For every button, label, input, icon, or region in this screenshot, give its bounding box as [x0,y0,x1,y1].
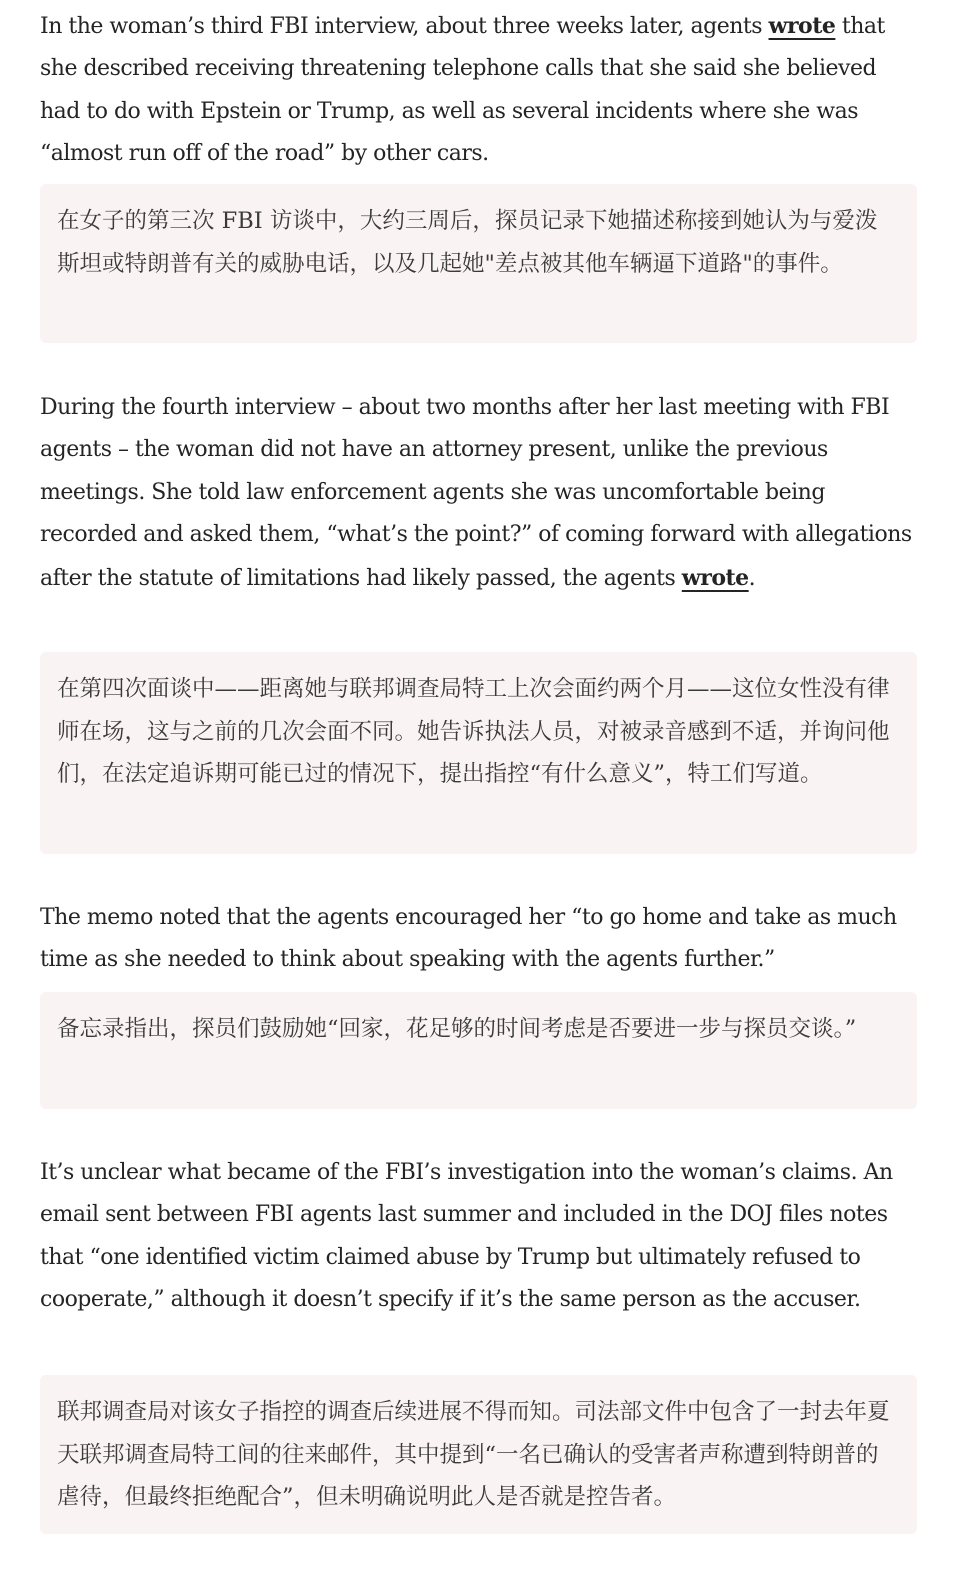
translation-text: 在女子的第三次 FBI 访谈中，大约三周后，探员记录下她描述称接到她认为与爱泼斯坦或特朗普有关的威胁电话，以及几起她"差点被其他车辆逼下道路"的事件。 [57,208,878,277]
translation-text: 备忘录指出，探员们鼓励她“回家，花足够的时间考虑是否要进一步与探员交谈。” [57,1016,857,1042]
translation-block [40,184,917,343]
english-paragraph [40,387,917,600]
english-paragraph: It’s unclear what became of the FBI’s investigation into the woman’s claims. An email sent between FBI agents last summer and included in the DOJ files notes that “one identified victim claimed abuse by Trump but ultimately refused to cooperate,” although it doesn’t specify if it’s the same person as the accuser. [40,1160,893,1313]
english-paragraph: The memo noted that the agents encouraged her “to go home and take as much time as she needed to think about speaking with the agents further.” [40,905,897,973]
translation-block [40,992,917,1109]
paragraph-text: that she described receiving threatening telephone calls that she said she believed had to do with Epstein or Trump, as well as several incidents where she was “almost run off of the road” by other cars. [40,14,885,167]
paragraph-text: . [748,565,756,591]
translation-text: 在第四次面谈中——距离她与联邦调查局特工上次会面约两个月——这位女性没有律师在场，这与之前的几次会面不同。她告诉执法人员，对被录音感到不适，并询问他们，在法定追诉期可能已过的情况下，提出指控“有什么意义”，特工们写道。 [57,676,890,787]
translation-text: 联邦调查局对该女子指控的调查后续进展不得而知。司法部文件中包含了一封去年夏天联邦调查局特工间的往来邮件，其中提到“一名已确认的受害者声称遭到特朗普的虐待，但最终拒绝配合”，但未明确说明此人是否就是控告者。 [57,1399,890,1510]
paragraph-text: During the fourth interview – about two months after her last meeting with FBI agents – the woman did not have an attorney present, unlike the previous meetings. She told law enforcement agents she was uncomfortable being recorded and asked them, “what’s the point?” of coming forward with allegations after the statute of limitations had likely passed, the agents [40,395,912,591]
translation-block [40,652,917,854]
translation-block [40,1375,917,1534]
paragraph-text: In the woman’s third FBI interview, about three weeks later, agents [40,14,769,39]
source-link[interactable]: wrote [768,13,836,39]
english-paragraph [40,5,917,176]
source-link[interactable]: wrote [681,564,749,591]
